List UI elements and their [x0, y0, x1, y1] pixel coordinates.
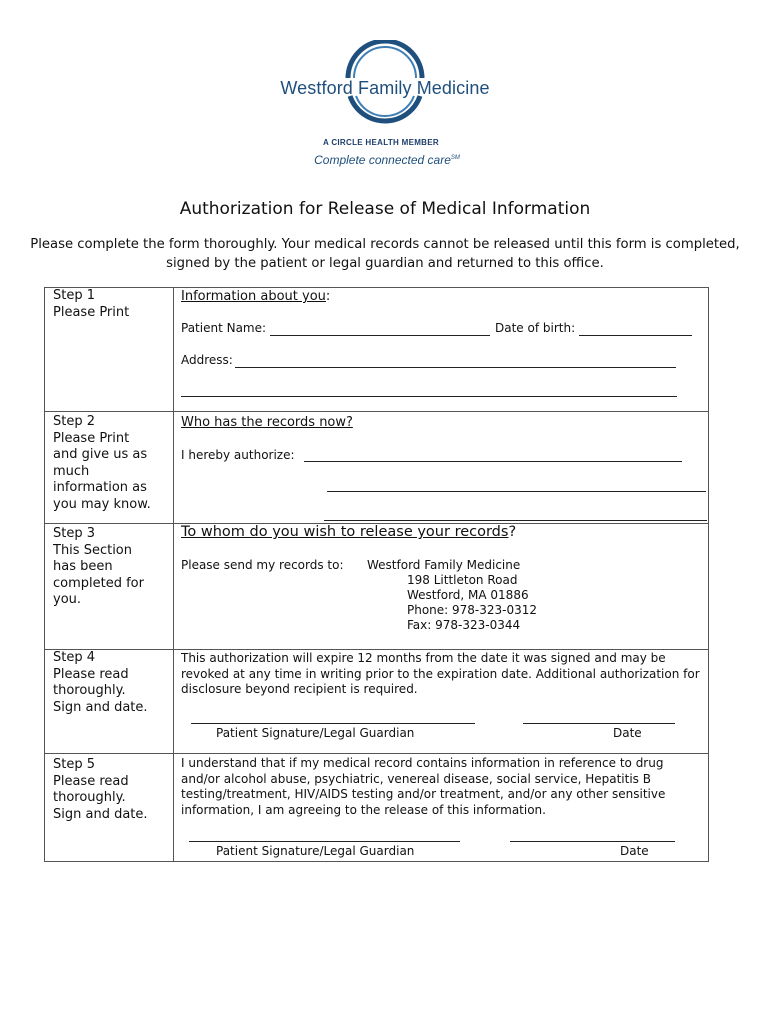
signature-field-4[interactable]: [191, 723, 475, 724]
tagline: [2, 153, 770, 167]
step-2-row: [45, 412, 709, 524]
step-5-text: Step 5 Please read thoroughly. Sign and date.: [53, 757, 148, 822]
date-label-5: Date: [620, 844, 649, 858]
section-1-heading-text: Information about you: [181, 289, 326, 304]
authorize-field-3[interactable]: [324, 520, 707, 521]
brand-name: Westford Family Medicine: [280, 78, 490, 98]
step-1-text: Step 1 Please Print: [53, 288, 130, 320]
step-1-row: [45, 288, 709, 412]
date-label-4: Date: [613, 726, 642, 740]
step-2-text: Step 2 Please Print and give us as much information as you may know.: [53, 414, 151, 512]
patient-name-label: Patient Name:: [181, 321, 267, 335]
dob-field[interactable]: [579, 335, 692, 336]
intro-text: Please complete the form thoroughly. Your medical records cannot be released until this form is completed, signed by the patient or legal guardian and returned to this office.: [30, 237, 740, 271]
section-3: [174, 524, 709, 650]
section-1-heading-suffix: :: [325, 289, 331, 304]
signature-field-5[interactable]: [189, 841, 460, 842]
section-4: [174, 650, 709, 754]
section-4-text: This authorization will expire 12 months from the date it was signed and may be revoked at any time in writing prior to the expiration date. Additional authorization for disclosure beyond recipient is required.: [181, 651, 700, 696]
step-3-label: [45, 524, 174, 650]
step-5-label: [45, 754, 174, 862]
authorize-field-1[interactable]: [304, 461, 682, 462]
address-field-2[interactable]: [181, 396, 677, 397]
member-line: A CIRCLE HEALTH MEMBER: [323, 138, 439, 147]
section-3-heading: [181, 524, 516, 540]
section-1: [174, 288, 709, 412]
authorize-field-2[interactable]: [327, 491, 706, 492]
section-2-heading: Who has the records now?: [181, 415, 353, 430]
step-4-text: Step 4 Please read thoroughly. Sign and date.: [53, 650, 148, 715]
date-field-5[interactable]: [510, 841, 675, 842]
step-5-row: [45, 754, 709, 862]
recipient-phone: Phone: 978-323-0312: [407, 603, 538, 617]
authorize-label: I hereby authorize:: [181, 448, 295, 462]
dob-label: Date of birth:: [495, 321, 576, 335]
step-3-text: Step 3 This Section has been completed for you.: [53, 526, 144, 607]
page-title: Authorization for Release of Medical Information: [179, 199, 591, 219]
section-3-heading-text: To whom do you wish to release your records: [181, 524, 509, 540]
section-3-heading-suffix: ?: [508, 524, 517, 540]
signature-label-5: Patient Signature/Legal Guardian: [216, 844, 415, 858]
section-5: [174, 754, 709, 862]
section-2: [174, 412, 709, 524]
date-field-4[interactable]: [523, 723, 675, 724]
address-label: Address:: [181, 353, 233, 367]
step-4-row: [45, 650, 709, 754]
section-5-text: I understand that if my medical record contains information in reference to drug and/or alcohol abuse, psychiatric, venereal disease, social service, Hepatitis B testing/treatment, HIV/AIDS testing and/or treatment, and/or any other sensitive information, I am agreeing to the release of this information.: [181, 756, 666, 817]
step-4-label: [45, 650, 174, 754]
tagline-text: Complete connected care: [314, 153, 451, 167]
recipient-name: Westford Family Medicine: [367, 558, 521, 572]
recipient-address-2: Westford, MA 01886: [407, 588, 529, 602]
step-2-label: [45, 412, 174, 524]
signature-label-4: Patient Signature/Legal Guardian: [216, 726, 415, 740]
authorization-form: [44, 287, 709, 862]
section-1-heading: [181, 289, 330, 304]
patient-name-field[interactable]: [270, 335, 490, 336]
address-field-1[interactable]: [235, 367, 676, 368]
send-label: Please send my records to:: [181, 558, 344, 572]
step-1-label: [45, 288, 174, 412]
step-3-row: [45, 524, 709, 650]
recipient-fax: Fax: 978-323-0344: [407, 618, 521, 632]
service-mark: SM: [450, 155, 460, 161]
recipient-address-1: 198 Littleton Road: [407, 573, 518, 587]
